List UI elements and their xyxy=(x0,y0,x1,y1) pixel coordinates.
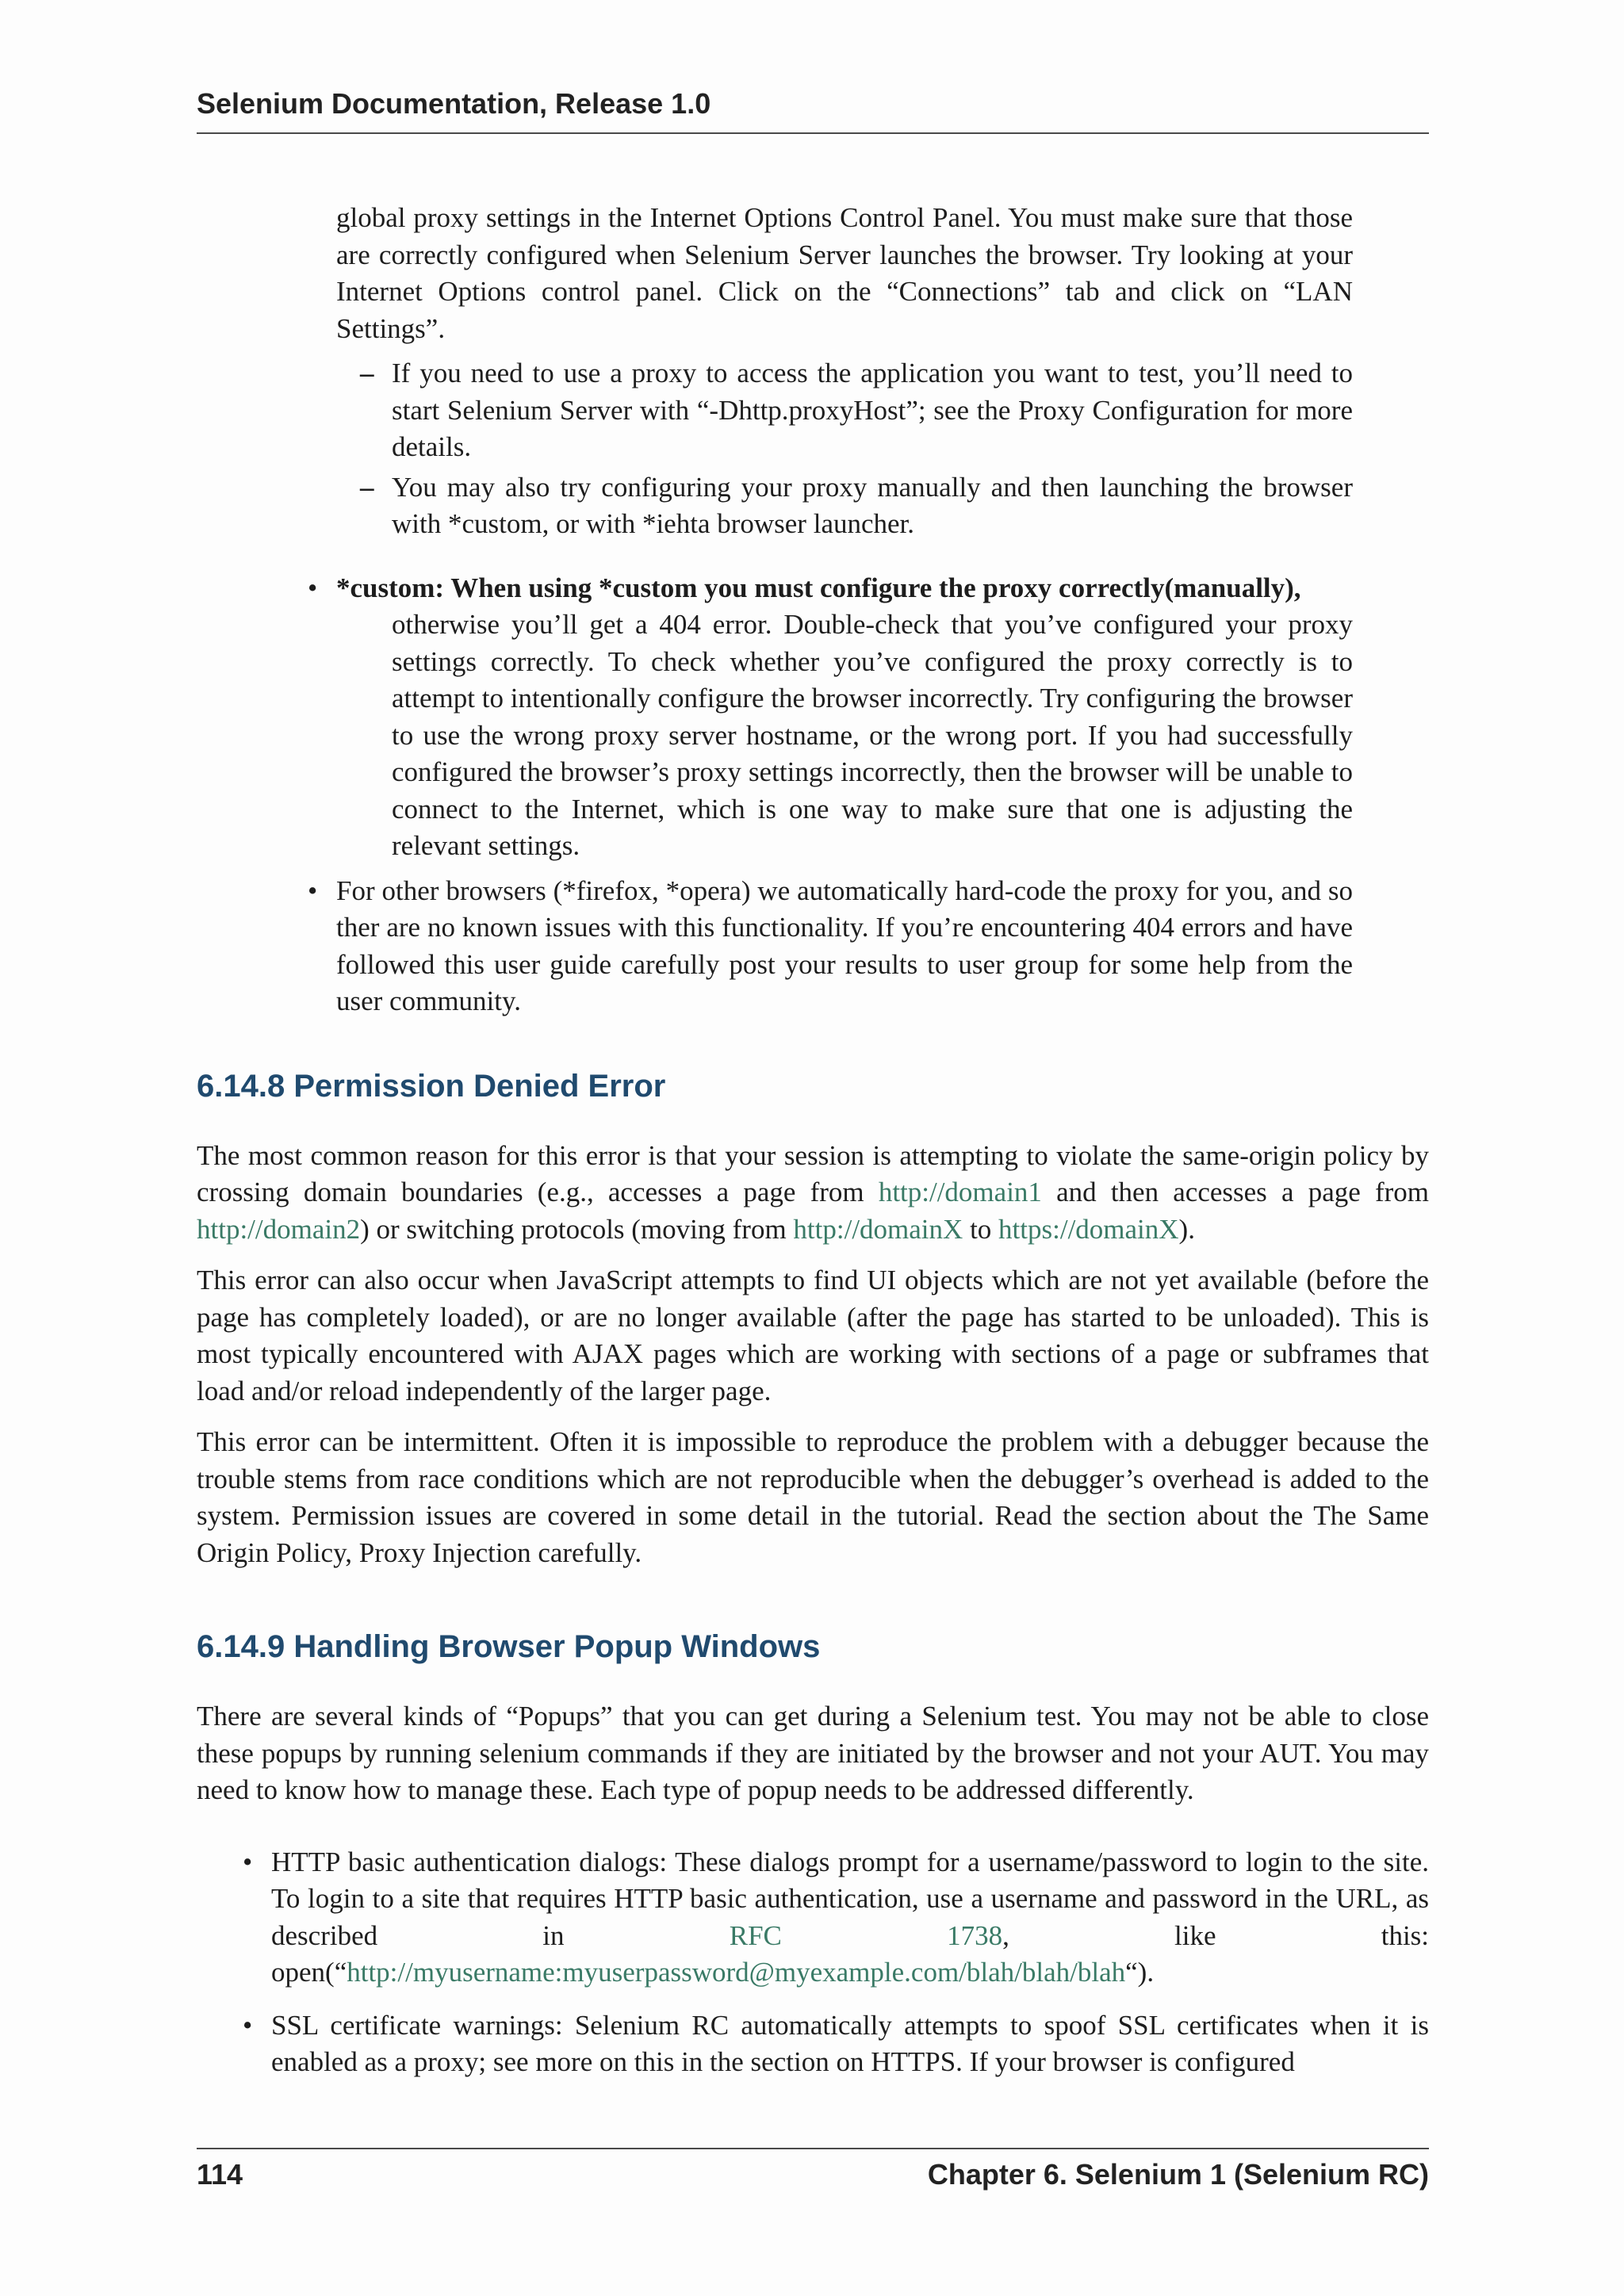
definition-body: otherwise you’ll get a 404 error. Double-check that you’ve configured your proxy settings correctly. To check whether you’ve configured the proxy correctly is to attempt to intentionally configure the browser incorrectly. Try configuring the browser to use the wrong proxy server hostname, or the wrong port. If you had successfully configured the browser’s proxy settings incorrectly, then the browser will be unable to connect to the Internet, which is one way to make sure that one is adjusting the relevant settings. xyxy=(392,609,1353,861)
bullet-list xyxy=(308,570,1353,1020)
popup-bullet-list xyxy=(243,1844,1430,2081)
page-number: 114 xyxy=(197,2158,243,2191)
dash-marker: – xyxy=(360,471,374,503)
bullet-marker: • xyxy=(243,2009,253,2041)
link-domain1[interactable]: http://domain1 xyxy=(878,1177,1042,1207)
list-item-other-browsers: • For other browsers (*firefox, *opera) we automatically hard-code the proxy for you, and so ther are no known issues with this functionality. If you’re encountering 404 errors and have followed this user guide carefully post your results to user group for some help from the user community. xyxy=(336,873,1353,1020)
chapter-title: Chapter 6. Selenium 1 (Selenium RC) xyxy=(927,2158,1429,2191)
list-item: – If you need to use a proxy to access the application you want to test, you’ll need to start Selenium Server with “-Dhttp.proxyHost”; see the Proxy Configuration for more details. xyxy=(392,355,1353,466)
list-item-custom xyxy=(308,570,1353,865)
paragraph: This error can be intermittent. Often it is impossible to reproduce the problem with a debugger because the trouble stems from race conditions which are not reproducible when the debugger’s overhead is added to the system. Permission issues are covered in some detail in the tutorial. Read the section about the The Same Origin Policy, Proxy Injection carefully. xyxy=(197,1426,1429,1568)
paragraph: The most common reason for this error is that your session is attempting to violate the same-origin policy by crossing domain boundaries (e.g., accesses a page from http://domain1 and then accesses a page from http://domain2) or switching protocols (moving from http://domainX to https://domainX). xyxy=(197,1139,1430,1245)
dash-list xyxy=(360,355,1353,543)
footer-rule xyxy=(197,2148,1429,2149)
bullet-marker: • xyxy=(308,874,318,906)
bullet-marker: • xyxy=(243,1846,253,1877)
section-heading-popups: 6.14.9 Handling Browser Popup Windows xyxy=(197,1629,821,1664)
definition-term: *custom: When using *custom you must configure the proxy correctly(manually), xyxy=(336,572,1301,603)
page-content xyxy=(197,200,1429,2097)
header-rule xyxy=(197,132,1429,134)
section-heading-permission-denied: 6.14.8 Permission Denied Error xyxy=(197,1068,666,1104)
paragraph: This error can also occur when JavaScript attempts to find UI objects which are not yet available (before the page has completely loaded), or are no longer available (after the page has started to be unloaded). This is most typically encountered with AJAX pages which are working with sections of a page or subframes that load and/or reload independently of the larger page. xyxy=(197,1265,1429,1406)
bullet-marker: • xyxy=(308,572,318,603)
link-domain2[interactable]: http://domain2 xyxy=(197,1213,361,1245)
list-item: – You may also try configuring your proxy manually and then launching the browser with *custom, or with *iehta browser launcher. xyxy=(392,469,1353,543)
link-domainx-https[interactable]: https://domainX xyxy=(998,1213,1179,1245)
link-example-url[interactable]: http://myusername:myuserpassword@myexample.com/blah/blah/blah xyxy=(347,1957,1126,1988)
running-header: Selenium Documentation, Release 1.0 xyxy=(197,87,711,120)
running-footer xyxy=(197,2158,1429,2191)
intro-paragraph: global proxy settings in the Internet Options Control Panel. You must make sure that those are correctly configured when Selenium Server launches the browser. Try looking at your Internet Options control panel. Click on the “Connections” tab and click on “LAN Settings”. xyxy=(336,202,1353,344)
paragraph: There are several kinds of “Popups” that you can get during a Selenium test. You may not be able to close these popups by running selenium commands if they are initiated by the browser and not your AUT. You may need to know how to manage these. Each type of popup needs to be addressed differently. xyxy=(197,1701,1429,1805)
dash-marker: – xyxy=(360,358,374,388)
list-item-ssl: • SSL certificate warnings: Selenium RC automatically attempts to spoof SSL certificates when it is enabled as a proxy; see more on this in the section on HTTPS. If your browser is configured xyxy=(271,2007,1429,2081)
link-domainx[interactable]: http://domainX xyxy=(793,1213,963,1245)
link-rfc-1738[interactable]: RFC 1738 xyxy=(729,1919,1003,1951)
list-item-http-auth: • HTTP basic authentication dialogs: These dialogs prompt for a username/password to login to the site. To login to a site that requires HTTP basic authentication, use a username and password in the URL, as described in RFC 1738, like this: open(“http://myusername:myuserpassword@myexample.com/blah/blah/blah“). xyxy=(271,1844,1429,1992)
